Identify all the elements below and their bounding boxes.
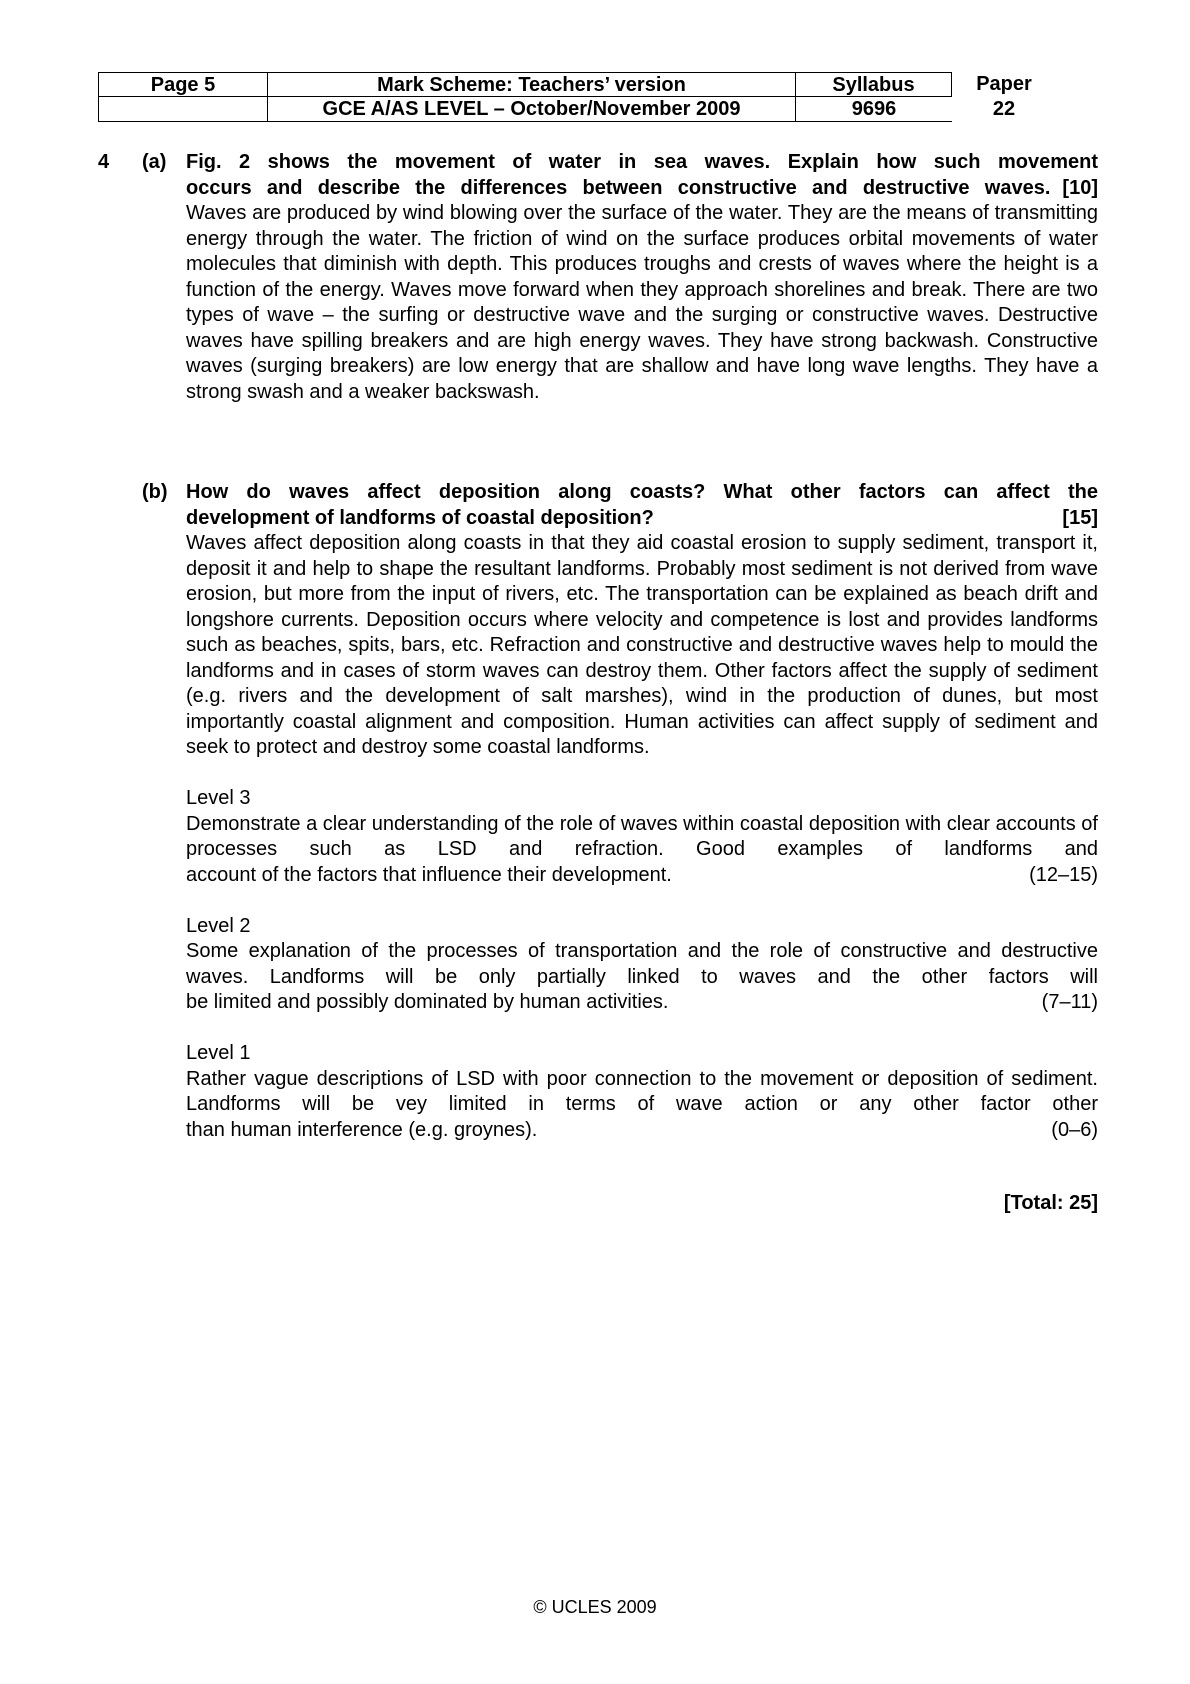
level-1-title: Level 1 xyxy=(186,1042,251,1064)
header-title-1: Mark Scheme: Teachers’ version xyxy=(268,72,796,97)
part-b-question-line2 xyxy=(186,506,1098,532)
copyright-footer: © UCLES 2009 xyxy=(533,1597,657,1617)
syllabus-label: Syllabus xyxy=(796,72,952,97)
part-a-question-line1: Fig. 2 shows the movement of water in sea waves. Explain how such movement xyxy=(186,151,1098,173)
page-number: Page 5 xyxy=(98,72,268,97)
level-1-last-line xyxy=(186,1118,1098,1144)
total-marks: [Total: 25] xyxy=(1003,1192,1098,1214)
part-a-answer: Waves are produced by wind blowing over the surface of the water. They are the means of transmitting energy through the water. The friction of wind on the surface produces orbital movements of water molecules that diminish with depth. This produces troughs and crests of waves where the height is a function of the energy. Waves move forward when they approach shorelines and break. There are two types of wave – the surfing or destructive wave and the surging or constructive waves. Destructive waves have spilling breakers and are high energy waves. They have strong backwash. Constructive waves (surging breakers) are low energy that are shallow and have long wave lengths. They have a strong swash and a weaker backswash. xyxy=(186,202,1098,403)
paper-code: 22 xyxy=(992,98,1016,120)
level-2-range: (7–11) xyxy=(1041,991,1098,1013)
level-2-last-line xyxy=(186,990,1098,1016)
part-b-question-line1: How do waves affect deposition along coasts? What other factors can affect the xyxy=(186,481,1098,503)
part-b-answer: Waves affect deposition along coasts in that they aid coastal erosion to supply sediment, transport it, deposit it and help to shape the resultant landforms. Probably most sediment is not derived from wave erosion, but more from the input of rivers, etc. The transportation can be explained as beach drift and longshore currents. Deposition occurs where velocity and competence is lost and provides landforms such as beaches, spits, bars, etc. Refraction and constructive and destructive waves help to mould the landforms and in cases of storm waves can destroy them. Other factors affect the supply of sediment (e.g. rivers and the development of salt marshes), wind in the production of dunes, but most importantly coastal alignment and composition. Human activities can affect supply of sediment and seek to protect and destroy some coastal landforms. xyxy=(186,532,1098,758)
part-b-block xyxy=(186,480,1098,1143)
part-a-block xyxy=(186,150,1098,405)
level-2-text: Some explanation of the processes of transportation and the role of constructive and destructive waves. Landforms will be only partially linked to waves and the other factors will xyxy=(186,940,1098,988)
level-2-last: be limited and possibly dominated by human activities. xyxy=(186,991,669,1013)
level-3-last: account of the factors that influence their development. xyxy=(186,863,672,886)
level-3-title: Level 3 xyxy=(186,787,251,809)
header-table xyxy=(98,72,1056,122)
paper-label: Paper xyxy=(976,73,1032,95)
part-b-label: (b) xyxy=(142,481,168,503)
part-b-question-text: development of landforms of coastal deposition? xyxy=(186,506,654,529)
part-a-marks: [10] xyxy=(1062,176,1098,199)
part-a-question-line2 xyxy=(186,176,1098,202)
question-number: 4 xyxy=(98,151,110,173)
level-1-range: (0–6) xyxy=(1051,1118,1098,1141)
part-a-question-text: occurs and describe the differences between constructive and destructive waves. xyxy=(186,176,1051,199)
header-title-2: GCE A/AS LEVEL – October/November 2009 xyxy=(268,97,796,122)
level-3-range: (12–15) xyxy=(1029,863,1098,886)
level-3-last-line xyxy=(186,863,1098,889)
header-empty-cell xyxy=(98,97,268,122)
syllabus-code: 9696 xyxy=(796,97,952,122)
level-1-last: than human interference (e.g. groynes). xyxy=(186,1118,538,1141)
level-1-text: Rather vague descriptions of LSD with poor connection to the movement or deposition of sediment. Landforms will be vey limited in terms of wave action or any other factor other xyxy=(186,1067,1098,1115)
level-2-title: Level 2 xyxy=(186,914,251,937)
part-a-label: (a) xyxy=(142,151,167,173)
level-3-text: Demonstrate a clear understanding of the role of waves within coastal deposition with clear accounts of processes such as LSD and refraction. Good examples of landforms and xyxy=(186,812,1098,860)
part-b-marks: [15] xyxy=(1062,506,1098,529)
